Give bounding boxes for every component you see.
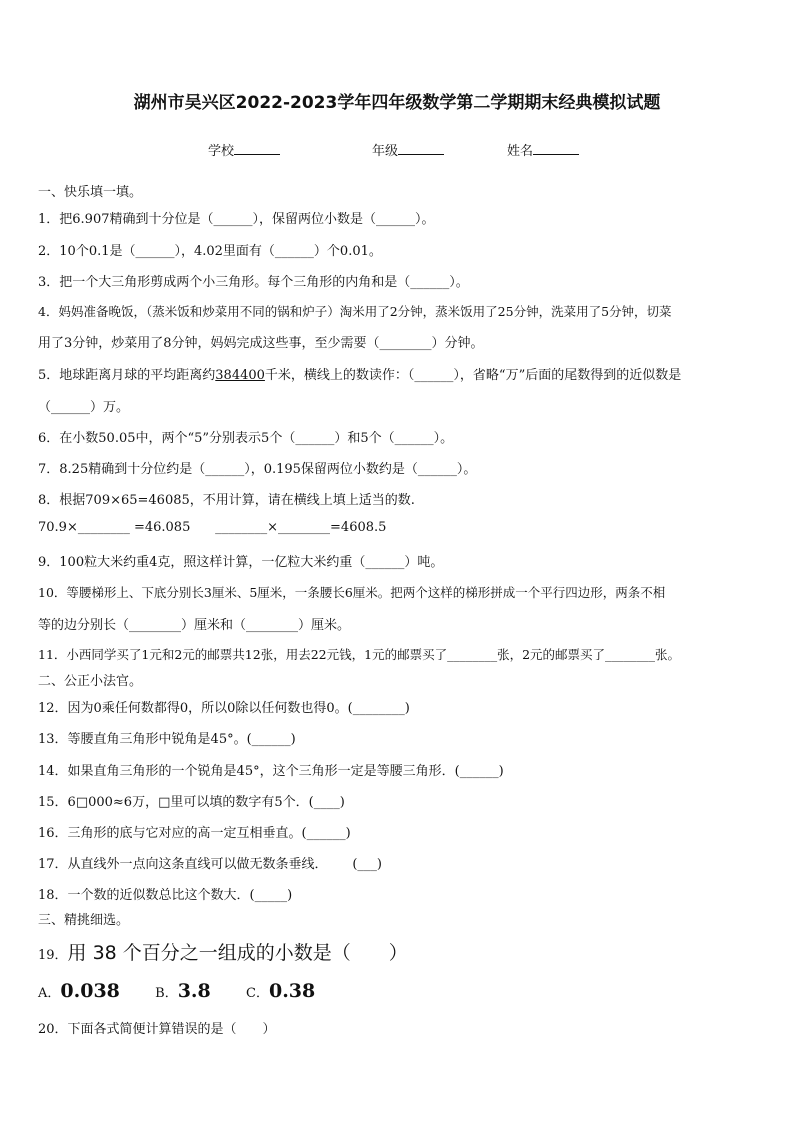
question-7: 7．8.25精确到十分位约是（______），0.195保留两位小数约是（______）。 <box>38 462 477 477</box>
question-20: 20．下面各式简便计算错误的是（ ） <box>38 1022 276 1037</box>
page-title: 湖州市吴兴区2022-2023学年四年级数学第二学期期末经典模拟试题 <box>133 93 661 113</box>
grade-field <box>372 140 444 159</box>
question-4-line-2: 用了3分钟，炒菜用了8分钟，妈妈完成这些事，至少需要（________）分钟。 <box>38 336 484 351</box>
grade-label: 年级 <box>372 144 399 159</box>
option-c-label: C． <box>246 986 269 1001</box>
question-8: 8．根据709×65=46085，不用计算，请在横线上填上适当的数. <box>38 493 415 508</box>
option-c-value: 0.38 <box>268 980 316 1002</box>
school-field <box>208 140 280 159</box>
question-18: 18．一个数的近似数总比这个数大．(_____) <box>38 888 293 903</box>
question-1: 1．把6.907精确到十分位是（______），保留两位小数是（______）。 <box>38 212 435 227</box>
question-3: 3．把一个大三角形剪成两个小三角形。每个三角形的内角和是（______）。 <box>38 275 469 290</box>
section-2-heading: 二、公正小法官。 <box>38 674 143 689</box>
name-label: 姓名 <box>507 144 534 159</box>
question-10-line-2: 等的边分别长（________）厘米和（________）厘米。 <box>38 618 351 633</box>
question-19 <box>38 938 408 965</box>
section-3-heading: 三、精挑细选。 <box>38 913 130 928</box>
question-10-line-1: 10．等腰梯形上、下底分别长3厘米、5厘米，一条腰长6厘米。把两个这样的梯形拼成一个平行四边形，两条不相 <box>38 585 666 600</box>
section-1-heading: 一、快乐填一填。 <box>38 185 143 200</box>
option-a-value: 0.038 <box>60 980 120 1002</box>
question-19-options <box>38 980 315 1002</box>
question-19-number: 19． <box>38 948 68 963</box>
question-11: 11．小西同学买了1元和2元的邮票共12张，用去22元钱，1元的邮票买了________张，2元的邮票买了________张。 <box>38 647 681 662</box>
question-14: 14．如果直角三角形的一个锐角是45°，这个三角形一定是等腰三角形．(______) <box>38 764 504 779</box>
question-8-blanks: 70.9×________ =46.085 ________×________=4608.5 <box>38 520 387 535</box>
question-5-text-b: 千米，横线上的数读作：（______），省略“万”后面的尾数得到的近似数是 <box>264 368 682 383</box>
question-4-line-1: 4．妈妈准备晚饭，（蒸米饭和炒菜用不同的锅和炉子）淘米用了2分钟，蒸米饭用了25分钟，洗菜用了5分钟，切菜 <box>38 304 672 319</box>
question-13: 13．等腰直角三角形中锐角是45°。(______) <box>38 732 296 747</box>
option-b-label: B． <box>155 986 178 1001</box>
question-5-number: 384400 <box>215 368 265 383</box>
name-field <box>507 140 579 159</box>
question-6: 6．在小数50.05中，两个“5”分别表示5个（______）和5个（______）。 <box>38 431 454 446</box>
school-blank <box>234 142 280 155</box>
question-19-text: 用 38 个百分之一组成的小数是（ ） <box>67 942 408 964</box>
option-b-value: 3.8 <box>177 980 211 1002</box>
grade-blank <box>398 142 444 155</box>
question-12: 12．因为0乘任何数都得0，所以0除以任何数也得0。(________) <box>38 701 410 716</box>
question-15: 15．6□000≈6万，□里可以填的数字有5个．(____) <box>38 795 345 810</box>
question-5-line-2: （______）万。 <box>38 400 130 415</box>
school-label: 学校 <box>208 144 235 159</box>
question-17: 17．从直线外一点向这条直线可以做无数条垂线． (___) <box>38 857 382 872</box>
option-a-label: A． <box>38 986 61 1001</box>
question-2: 2．10个0.1是（______），4.02里面有（______）个0.01。 <box>38 244 382 259</box>
name-blank <box>533 142 579 155</box>
question-16: 16．三角形的底与它对应的高一定互相垂直。(______) <box>38 826 351 841</box>
question-5-line-1 <box>38 364 681 383</box>
question-5-text-a: 5．地球距离月球的平均距离约 <box>38 368 216 383</box>
question-9: 9．100粒大米约重4克，照这样计算，一亿粒大米约重（______）吨。 <box>38 555 444 570</box>
